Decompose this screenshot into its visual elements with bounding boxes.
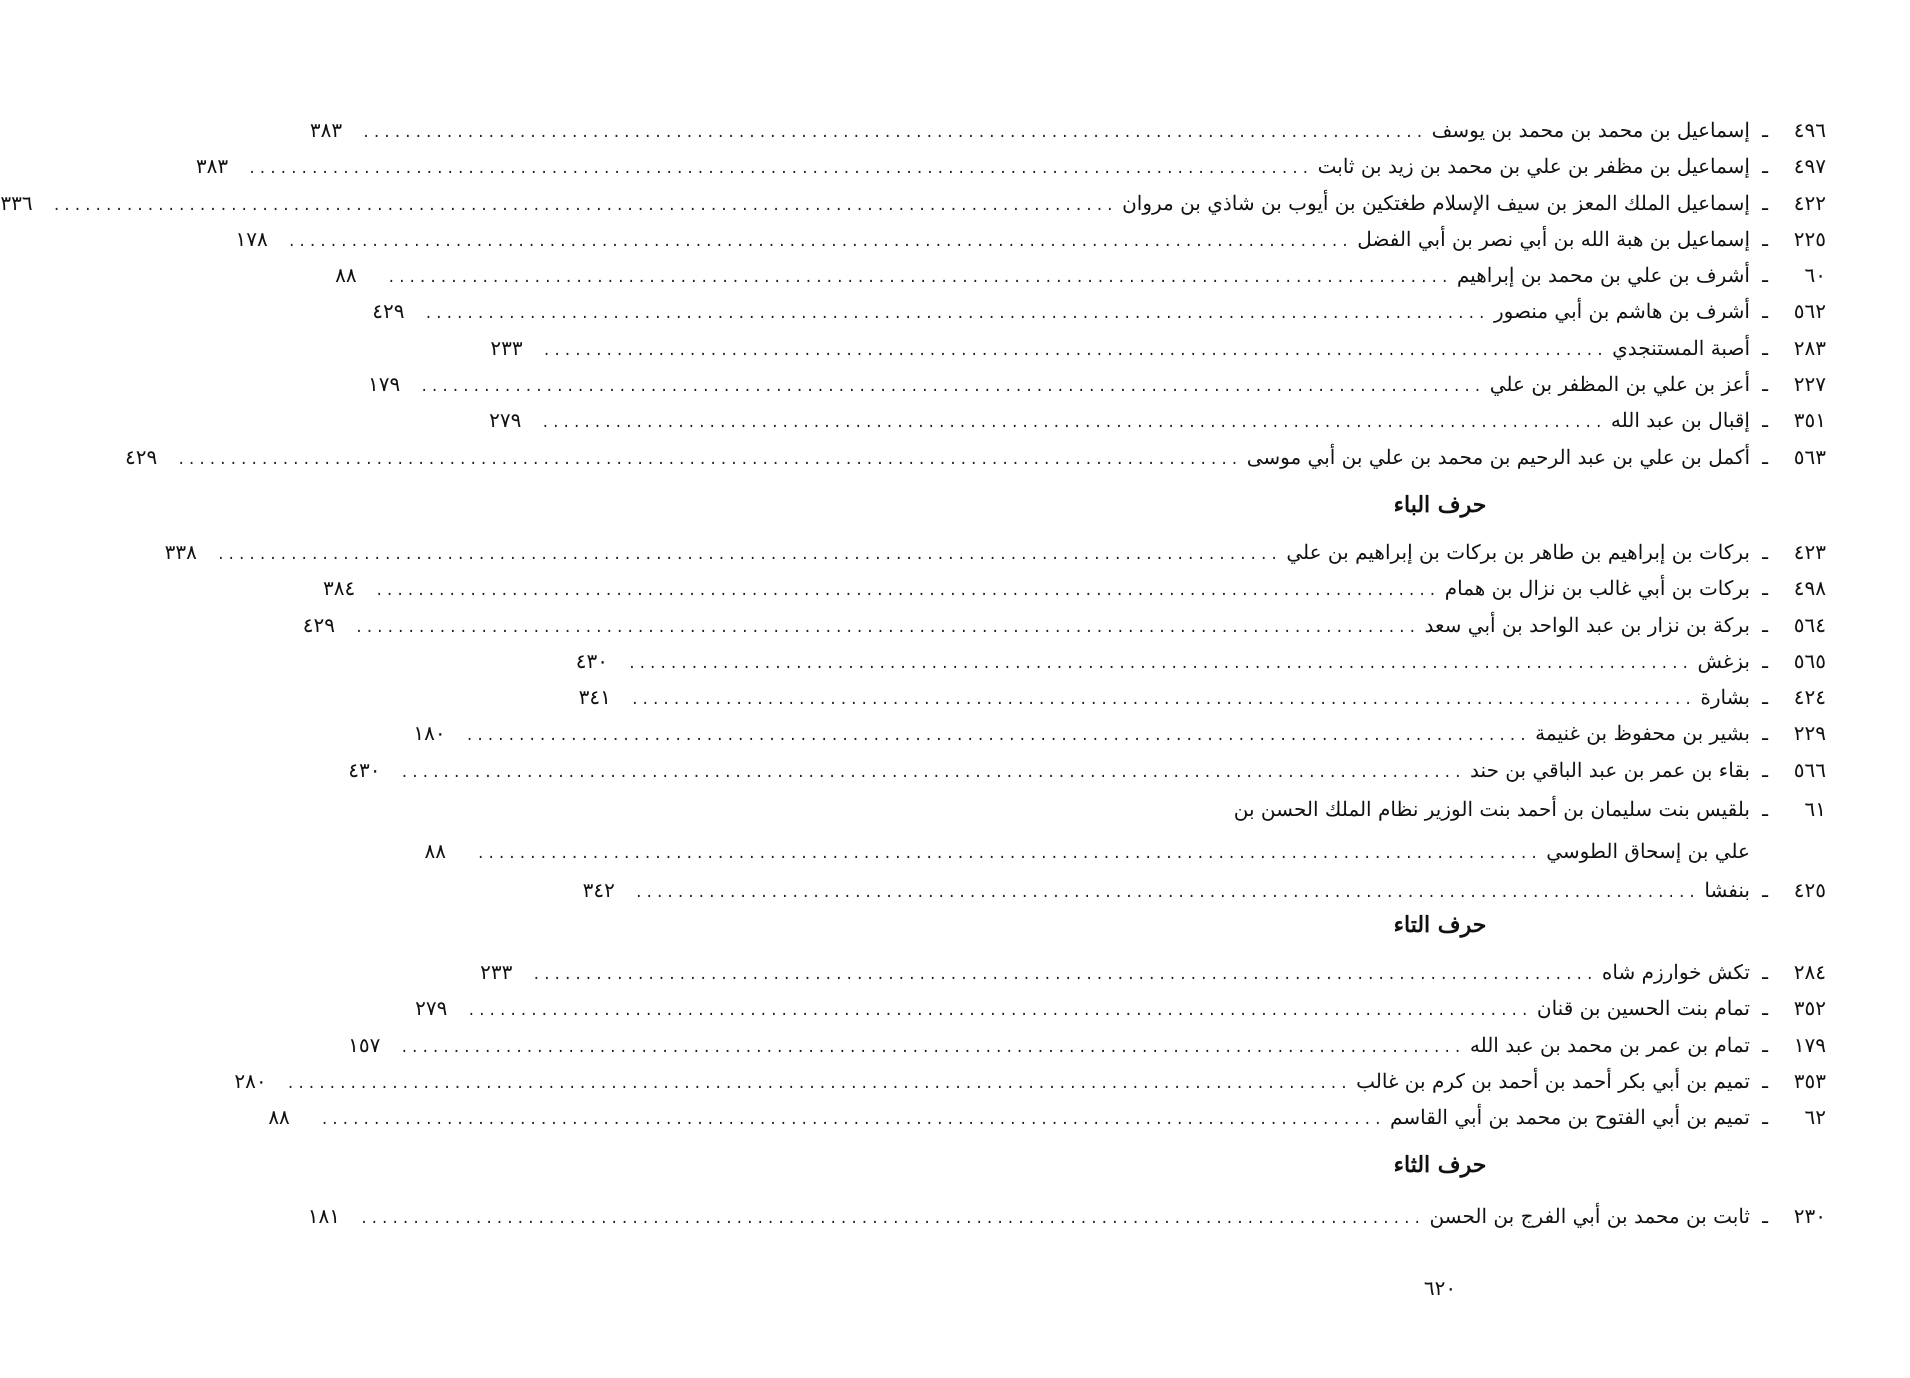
entry-name: بنفشا xyxy=(1704,878,1750,903)
index-entry: ٢٨٤ ـ تكش خوارزم شاه ...................................................................................................... ٢٣٣ xyxy=(1058,954,1826,990)
page-ref: ١٧٨ xyxy=(235,226,268,251)
entry-number: ٢٢٩ xyxy=(1793,721,1826,746)
entry-number: ٢٢٧ xyxy=(1793,372,1826,397)
index-entry: ٢٣٠ ـ ثابت بن محمد بن أبي الفرج بن الحسن ...................................................................................................... ١٨١ xyxy=(1058,1198,1826,1234)
entry-number: ٦٠ xyxy=(1804,263,1826,288)
entry-number: ٤٩٨ xyxy=(1793,576,1826,601)
entry-number: ١٧٩ xyxy=(1793,1032,1826,1057)
section-tha xyxy=(307,1198,1826,1234)
index-entry: ٣٥٣ ـ تميم بن أبي بكر أحمد بن أحمد بن كرم بن غالب ...................................................................................................... ٢٨٠ xyxy=(1058,1063,1826,1099)
leader-dots: ...................................................................................................... xyxy=(287,233,1352,250)
index-entry: ٥٦٤ ـ بركة بن نزار بن عبد الواحد بن أبي سعد ...................................................................................................... ٤٢٩ xyxy=(1058,607,1826,643)
index-entry: ٥٦٥ ـ بزغش ...................................................................................................... ٤٣٠ xyxy=(1058,643,1826,679)
entry-name: أشرف بن هاشم بن أبي منصور xyxy=(1493,299,1750,324)
entry-number: ٤٢٤ xyxy=(1793,685,1826,710)
page-ref: ٣٨٣ xyxy=(309,118,343,142)
entry-name: أكمل بن علي بن عبد الرحيم بن محمد بن علي بن أبي موسى xyxy=(1246,444,1750,469)
section-ta xyxy=(234,954,1826,1135)
section-heading-tha: حرف الثاء xyxy=(1393,1152,1487,1178)
leader-dots: ...................................................................................................... xyxy=(630,692,1695,709)
page-ref: ١٨٠ xyxy=(413,721,446,746)
page-ref: ٨٨ xyxy=(268,1105,290,1130)
section-ba xyxy=(164,534,1826,908)
entry-name: بركات بن إبراهيم بن طاهر بن بركات بن إبراهيم بن علي xyxy=(1286,540,1750,564)
entry-number: ٣٥٣ xyxy=(1793,1068,1826,1093)
entry-number: ٤٩٧ xyxy=(1793,154,1826,179)
index-entry-continuation xyxy=(424,830,1826,872)
page-ref: ٤٢٩ xyxy=(372,299,405,324)
index-entry: ٤٢٥ ـ بنفشا ...................................................................................................... ٣٤٢ xyxy=(1058,872,1826,908)
index-entry: ٢٢٩ ـ بشير بن محفوظ بن غنيمة ...................................................................................................... ١٨٠ xyxy=(1058,715,1826,751)
index-entry: ٦٠ ـ أشرف بن علي بن محمد بن إبراهيم ...................................................................................................... ٨٨ xyxy=(1058,257,1826,293)
entry-number: ٥٦٥ xyxy=(1793,648,1826,673)
index-entry: ٢٨٣ ـ أصبة المستنجدي ...................................................................................................... ٢٣٣ xyxy=(1058,330,1826,366)
entry-name: تمام بنت الحسين بن قنان xyxy=(1536,996,1750,1021)
leader-dots: ...................................................................................................... xyxy=(476,846,1541,863)
leader-dots: ...................................................................................................... xyxy=(52,197,1117,214)
entry-name: إسماعيل الملك المعز بن سيف الإسلام طغتكين بن أيوب بن شاذي بن مروان xyxy=(1122,190,1750,215)
index-entry: ٤٢٣ ـ بركات بن إبراهيم بن طاهر بن بركات بن إبراهيم بن علي ...................................................................................................... ٣٣٨ xyxy=(1058,534,1826,570)
page-ref: ٣٤١ xyxy=(578,685,611,710)
leader-dots: ...................................................................................................... xyxy=(627,655,1692,672)
index-entry: ٣٥٢ ـ تمام بنت الحسين بن قنان ...................................................................................................... ٢٧٩ xyxy=(1058,990,1826,1026)
entry-name: إسماعيل بن هبة الله بن أبي نصر بن أبي الفضل xyxy=(1357,226,1750,251)
section-alif xyxy=(0,112,1826,475)
leader-dots: ...................................................................................................... xyxy=(542,342,1607,359)
leader-dots: ...................................................................................................... xyxy=(387,270,1451,287)
leader-dots: ...................................................................................................... xyxy=(320,1112,1385,1129)
entry-name: بزغش xyxy=(1697,648,1750,673)
index-entry: ٢٢٧ ـ أعز بن علي بن المظفر بن علي ...................................................................................................... ١٧٩ xyxy=(1058,366,1826,402)
entry-number: ٣٥١ xyxy=(1793,408,1826,433)
page-ref: ٨٨ xyxy=(335,263,357,288)
page-ref: ١٧٩ xyxy=(368,372,401,397)
index-entry: ٤٢٢ ـ إسماعيل الملك المعز بن سيف الإسلام طغتكين بن أيوب بن شاذي بن مروان ...................................................................................................... ٣٣٦ xyxy=(1058,185,1826,221)
entry-number: ٦٢ xyxy=(1804,1105,1826,1130)
entry-number: ٢٢٥ xyxy=(1793,226,1826,251)
leader-dots: ...................................................................................................... xyxy=(374,583,1439,600)
page-ref: ٢٨٠ xyxy=(234,1068,267,1093)
index-entry: ٣٥١ ـ إقبال بن عبد الله ...................................................................................................... ٢٧٩ xyxy=(1058,402,1826,438)
entry-name: بلقيس بنت سليمان بن أحمد بنت الوزير نظام الملك الحسن بن xyxy=(1233,797,1750,822)
page-ref: ١٨١ xyxy=(307,1204,340,1228)
index-entry: ٥٦٢ ـ أشرف بن هاشم بن أبي منصور ...................................................................................................... ٤٢٩ xyxy=(1058,293,1826,329)
section-heading-ba: حرف الباء xyxy=(1393,492,1487,518)
entry-name: أصبة المستنجدي xyxy=(1612,335,1750,360)
entry-name: أشرف بن علي بن محمد بن إبراهيم xyxy=(1456,263,1750,288)
leader-dots: ...................................................................................................... xyxy=(354,619,1419,636)
entry-number: ٥٦٦ xyxy=(1793,757,1826,782)
entry-number: ٥٦٤ xyxy=(1793,612,1826,637)
entry-name: بقاء بن عمر بن عبد الباقي بن حند xyxy=(1470,757,1750,782)
page-ref: ٣٣٨ xyxy=(164,540,197,564)
leader-dots: ...................................................................................................... xyxy=(361,125,1426,141)
entry-name: تميم بن أبي الفتوح بن محمد بن أبي القاسم xyxy=(1390,1105,1750,1130)
page-ref: ٤٢٩ xyxy=(124,444,158,469)
entry-number: ٤٢٢ xyxy=(1793,190,1826,215)
entry-name: تميم بن أبي بكر أحمد بن أحمد بن كرم بن غالب xyxy=(1356,1068,1750,1093)
index-entry: ٦٢ ـ تميم بن أبي الفتوح بن محمد بن أبي القاسم ...................................................................................................... ٨٨ xyxy=(1058,1099,1826,1135)
entry-number: ٢٨٤ xyxy=(1793,960,1826,984)
index-entry: ٥٦٣ ـ أكمل بن علي بن عبد الرحيم بن محمد بن علي بن أبي موسى ...................................................................................................... ٤٢٩ xyxy=(1058,439,1826,475)
leader-dots: ...................................................................................................... xyxy=(400,1039,1464,1056)
index-entry: ٥٦٦ ـ بقاء بن عمر بن عبد الباقي بن حند ...................................................................................................... ٤٣٠ xyxy=(1058,752,1826,788)
page-ref: ٢٣٣ xyxy=(480,960,513,984)
entry-name: إسماعيل بن محمد بن محمد بن يوسف xyxy=(1431,118,1750,142)
page-ref: ٢٣٣ xyxy=(490,335,523,360)
entry-number: ٤٩٦ xyxy=(1793,118,1826,142)
page-ref: ٣٨٣ xyxy=(195,154,229,179)
entry-name: بركات بن أبي غالب بن نزال بن همام xyxy=(1444,576,1750,601)
index-entry: ١٧٩ ـ تمام بن عمر بن محمد بن عبد الله ...................................................................................................... ١٥٧ xyxy=(1058,1027,1826,1063)
entry-number: ٥٦٢ xyxy=(1793,299,1826,324)
leader-dots: ...................................................................................................... xyxy=(286,1075,1351,1092)
page-ref: ٢٧٩ xyxy=(415,996,448,1021)
leader-dots: ...................................................................................................... xyxy=(400,764,1465,781)
entry-name: إقبال بن عبد الله xyxy=(1610,408,1750,433)
leader-dots: ...................................................................................................... xyxy=(176,451,1241,468)
section-heading-ta: حرف التاء xyxy=(1393,912,1487,938)
entry-number: ٦١ xyxy=(1804,797,1826,822)
index-entry: ٤٢٤ ـ بشارة ...................................................................................................... ٣٤١ xyxy=(1058,679,1826,715)
entry-name: إسماعيل بن مظفر بن علي بن محمد بن زيد بن ثابت xyxy=(1317,154,1750,179)
page-ref: ٣٣٦ xyxy=(0,190,33,215)
entry-number: ٢٨٣ xyxy=(1793,335,1826,360)
page-ref: ٣٨٤ xyxy=(322,576,356,601)
entry-name: أعز بن علي بن المظفر بن علي xyxy=(1489,372,1750,397)
entry-number: ٥٦٣ xyxy=(1793,444,1826,469)
index-entry: ٤٩٦ ـ إسماعيل بن محمد بن محمد بن يوسف ...................................................................................................... ٣٨٣ xyxy=(1058,112,1826,148)
page-ref: ١٥٧ xyxy=(348,1032,381,1057)
leader-dots: ...................................................................................................... xyxy=(532,967,1596,983)
leader-dots: ...................................................................................................... xyxy=(247,161,1312,178)
entry-name-continued: علي بن إسحاق الطوسي xyxy=(1546,839,1750,864)
index-entry: ٤٩٧ ـ إسماعيل بن مظفر بن علي بن محمد بن زيد بن ثابت ...................................................................................................... ٣٨٣ xyxy=(1058,148,1826,184)
entry-number: ٤٢٥ xyxy=(1793,878,1826,903)
page-ref: ٤٣٠ xyxy=(348,757,381,782)
entry-number: ٤٢٣ xyxy=(1793,540,1826,564)
leader-dots: ...................................................................................................... xyxy=(420,379,1484,396)
leader-dots: ...................................................................................................... xyxy=(424,306,1488,323)
leader-dots: ...................................................................................................... xyxy=(359,1211,1424,1227)
index-entry: ٦١ ـ بلقيس بنت سليمان بن أحمد بنت الوزير نظام الملك الحسن بن xyxy=(1058,788,1826,830)
entry-name: تكش خوارزم شاه xyxy=(1601,960,1750,984)
page-ref: ٨٨ xyxy=(424,839,446,864)
leader-dots: ...................................................................................................... xyxy=(467,1003,1531,1020)
index-entry: ٢٢٥ ـ إسماعيل بن هبة الله بن أبي نصر بن أبي الفضل ...................................................................................................... ١٧٨ xyxy=(1058,221,1826,257)
page-ref: ٤٣٠ xyxy=(575,648,608,673)
leader-dots: ...................................................................................................... xyxy=(634,885,1699,902)
leader-dots: ...................................................................................................... xyxy=(216,547,1281,563)
leader-dots: ...................................................................................................... xyxy=(541,415,1605,432)
leader-dots: ...................................................................................................... xyxy=(465,728,1530,745)
entry-number: ٢٣٠ xyxy=(1793,1204,1826,1228)
page-number: ٦٢٠ xyxy=(1423,1276,1457,1300)
page-ref: ٣٤٢ xyxy=(582,878,615,903)
index-entry: ٤٩٨ ـ بركات بن أبي غالب بن نزال بن همام ...................................................................................................... ٣٨٤ xyxy=(1058,570,1826,606)
entry-name: تمام بن عمر بن محمد بن عبد الله xyxy=(1469,1032,1750,1057)
entry-number: ٣٥٢ xyxy=(1793,996,1826,1021)
page-ref: ٢٧٩ xyxy=(489,408,522,433)
entry-name: بشارة xyxy=(1700,685,1750,710)
entry-name: ثابت بن محمد بن أبي الفرج بن الحسن xyxy=(1429,1204,1750,1228)
page-ref: ٤٢٩ xyxy=(302,612,336,637)
entry-name: بركة بن نزار بن عبد الواحد بن أبي سعد xyxy=(1424,612,1750,637)
entry-name: بشير بن محفوظ بن غنيمة xyxy=(1535,721,1750,746)
